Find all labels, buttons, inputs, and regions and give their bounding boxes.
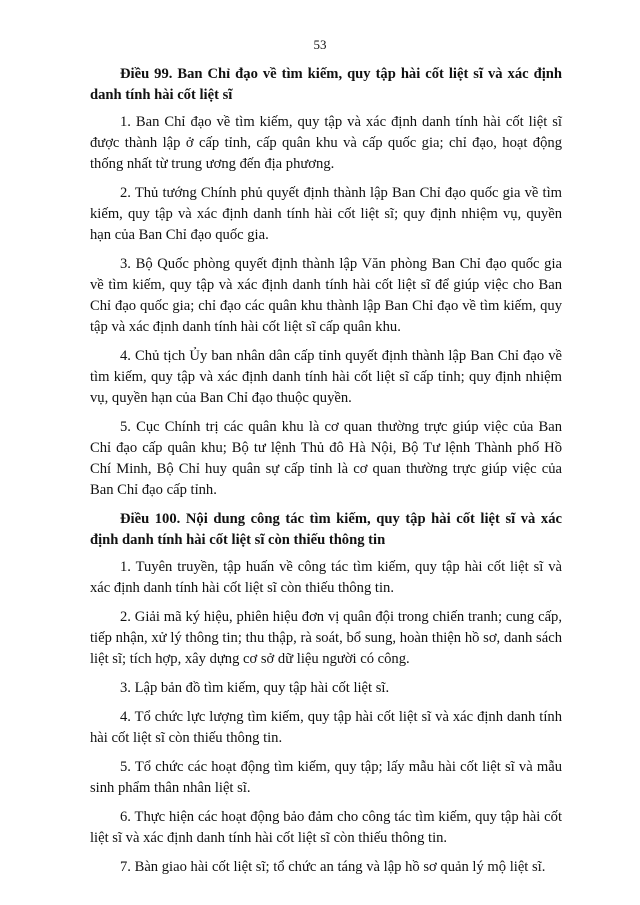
- clause-paragraph: 4. Tổ chức lực lượng tìm kiếm, quy tập hài cốt liệt sĩ và xác định danh tính hài cốt liệt sĩ còn thiếu thông tin.: [90, 709, 562, 746]
- clause-paragraph: 3. Lập bản đồ tìm kiếm, quy tập hài cốt liệt sĩ.: [120, 680, 390, 696]
- clause-paragraph: 1. Tuyên truyền, tập huấn về công tác tìm kiếm, quy tập hài cốt liệt sĩ và xác định danh tính hài cốt liệt sĩ còn thiếu thông tin.: [90, 559, 562, 596]
- document-body: [90, 64, 562, 886]
- article-heading: Điều 99. Ban Chỉ đạo về tìm kiếm, quy tập hài cốt liệt sĩ và xác định danh tính hài cốt liệt sĩ: [90, 66, 562, 103]
- clause-paragraph: 2. Giải mã ký hiệu, phiên hiệu đơn vị quân đội trong chiến tranh; cung cấp, tiếp nhận, xử lý thông tin; thu thập, rà soát, bổ sung, hoàn thiện hồ sơ, danh sách liệt sĩ; tích hợp, xây dựng cơ sở dữ liệu người có công.: [90, 609, 562, 667]
- clause-paragraph: 5. Tổ chức các hoạt động tìm kiếm, quy tập; lấy mẫu hài cốt liệt sĩ và mẫu sinh phẩm thân nhân liệt sĩ.: [90, 759, 562, 796]
- clause-paragraph: 3. Bộ Quốc phòng quyết định thành lập Văn phòng Ban Chỉ đạo quốc gia về tìm kiếm, quy tập và xác định danh tính hài cốt liệt sĩ để giúp việc cho Ban Chỉ đạo quốc gia; chỉ đạo các quân khu thành lập Ban Chỉ đạo về tìm kiếm, quy tập và xác định danh tính hài cốt liệt sĩ cấp quân khu.: [90, 256, 562, 335]
- article-100: [90, 509, 562, 878]
- clause-paragraph: 2. Thủ tướng Chính phủ quyết định thành lập Ban Chỉ đạo quốc gia về tìm kiếm, quy tập và xác định danh tính hài cốt liệt sĩ; quy định nhiệm vụ, quyền hạn của Ban Chỉ đạo quốc gia.: [90, 185, 562, 243]
- clause-paragraph: 4. Chủ tịch Ủy ban nhân dân cấp tỉnh quyết định thành lập Ban Chỉ đạo về tìm kiếm, quy tập và xác định danh tính hài cốt liệt sĩ cấp tỉnh; quy định nhiệm vụ, quyền hạn của Ban Chỉ đạo thuộc quyền.: [90, 348, 562, 406]
- article-99: [90, 64, 562, 501]
- page-number: 53: [313, 37, 327, 52]
- clause-paragraph: 7. Bàn giao hài cốt liệt sĩ; tổ chức an táng và lập hồ sơ quản lý mộ liệt sĩ.: [120, 859, 546, 875]
- clause-paragraph: 1. Ban Chỉ đạo về tìm kiếm, quy tập và xác định danh tính hài cốt liệt sĩ được thành lập ở cấp tỉnh, cấp quân khu và cấp quốc gia; chỉ đạo, hoạt động thống nhất từ trung ương đến địa phương.: [90, 114, 562, 172]
- article-heading: Điều 100. Nội dung công tác tìm kiếm, quy tập hài cốt liệt sĩ và xác định danh tính hài cốt liệt sĩ còn thiếu thông tin: [90, 511, 562, 548]
- clause-paragraph: 5. Cục Chính trị các quân khu là cơ quan thường trực giúp việc của Ban Chỉ đạo cấp quân khu; Bộ tư lệnh Thủ đô Hà Nội, Bộ Tư lệnh Thành phố Hồ Chí Minh, Bộ Chỉ huy quân sự cấp tỉnh là cơ quan thường trực giúp việc của Ban Chỉ đạo cấp tỉnh.: [90, 419, 562, 498]
- clause-paragraph: 6. Thực hiện các hoạt động bảo đảm cho công tác tìm kiếm, quy tập hài cốt liệt sĩ và xác định danh tính hài cốt liệt sĩ còn thiếu thông tin.: [90, 809, 562, 846]
